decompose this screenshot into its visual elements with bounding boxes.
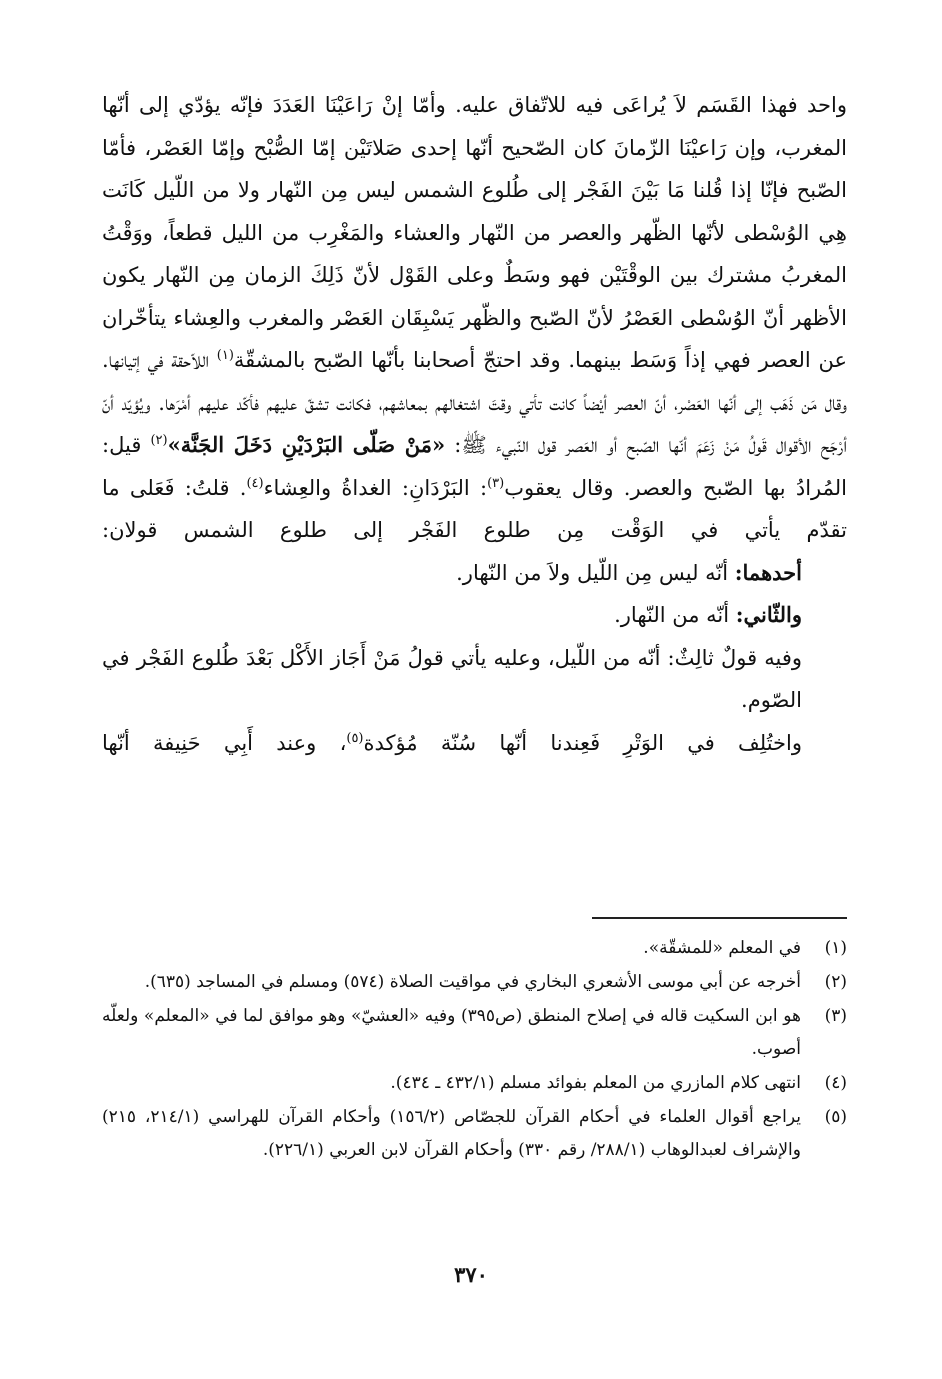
footnote-5 — [102, 1101, 847, 1167]
footnote-number: (٢) — [824, 972, 847, 992]
footnote-text: انتهى كلام المازري من المعلم بفوائد مسلم (٤٣٢/١ ـ ٤٣٤). — [390, 1073, 801, 1093]
footnote-number: (١) — [824, 938, 847, 958]
footnote-separator — [592, 917, 847, 919]
footnote-1 — [102, 932, 847, 965]
paragraph-1-part-a: واحد فهذا القَسَم لاَ يُراعَى فيه للاتّفاق عليه. وأمّا إنْ رَاعَيْنَا العَدَدَ فإنّه يؤدّي إلى أنّها المغرب، وإن رَاعيْنَا الزّمانَ كان الصّحيح أنّها إحدى صَلاتَيْن إمّا الصُّبْح وإمّا العَصْر، فأمّا الصّبح فإنّا إذا قُلنا مَا بَيْنَ الفَجْر إلى طُلوع الشمس ليس مِن النّهار ولا من اللّيل كَانَت هِي الوُسْطى لأنّها الظّهر والعصر من النّهار والعشاء والمَغْرِب من الليل قطعاً، ووَقْتُ المغربُ مشترك بين الوقْتَيْن فهو وسَطٌ وعلى القَوْل لأنّ ذَلِكَ الزمان مِن النّهار يكون الأظهر أنّ الوُسْطى العَصْرُ لأنّ الصّبح والظّهر يَسْبِقَان العَصْر والمغرب والعِشاء يتأخّران عن العصر فهي إذاً وَسَط بينهما. وقد احتجّ أصحابنا بأنّها الصّبح بالمشقّة — [102, 93, 847, 372]
footnote-2 — [102, 966, 847, 999]
paragraph-1-part-e: . قلتُ: فَعَلى ما تقدّم يأتي في الوَقْت مِن طلوع الفَجْر إلى طلوع الشمس قولان: — [102, 475, 847, 542]
paragraph-4 — [102, 722, 847, 765]
paragraph-4-part-a: واختُلِف في الوَتْرِ فَعِندنا أنّها سُنّة مُؤكدة — [363, 730, 802, 755]
hadith-quote: «مَنْ صَلّى البَرْدَيْنِ دَخَلَ الجَنَّة» — [167, 432, 446, 457]
opinion-two-label: والثّاني: — [735, 602, 802, 627]
footnote-text: في المعلم «للمشقّة». — [643, 938, 801, 958]
paragraph-1-part-b: اللاّحقة في إتيانها. وقال مَن ذَهَب إلى أنّها العَصْر، أنّ العصر أيْضاً كانت تأتي وقتَ اشتغالهم بمعاشهم، فكانت تشقّ عليهم فأكّد عليهم أمْرَها. ويُؤيّد أنّ أرْجَح الأقوال قَولُ مَنْ زَعَمَ أنّها الصّبح أو العَصر قول النّبيء ﷺ: — [102, 348, 847, 457]
footnote-3 — [102, 1000, 847, 1066]
footnote-number: (٥) — [824, 1107, 847, 1127]
opinion-one — [102, 552, 847, 595]
page-number: ٣٧٠ — [454, 1262, 488, 1287]
opinion-two — [102, 594, 847, 637]
footnote-number: (٤) — [824, 1073, 847, 1093]
footnote-number: (٣) — [824, 1006, 847, 1026]
opinion-one-label: أحدهما: — [734, 559, 802, 585]
footnote-ref-5: (٥) — [346, 730, 364, 746]
footnote-text: أخرجه عن أبي موسى الأشعري البخاري في مواقيت الصلاة (٥٧٤) ومسلم في المساجد (٦٣٥). — [144, 972, 801, 992]
footnote-4 — [102, 1067, 847, 1100]
footnote-ref-1: (١) — [216, 348, 234, 363]
footnote-ref-2: (٢) — [150, 433, 168, 448]
paragraph-3: وفيه قولٌ ثالِثٌ: أنّه من اللّيل، وعليه يأتي قولُ مَنْ أَجَاز الأَكْل بَعْدَ طُلوع الفَجْر في الصّوم. — [102, 645, 802, 712]
paragraph-1-part-c: قيل: المُرادُ بها الصّبح والعصر. وقال يعقوب — [102, 433, 847, 500]
main-text — [102, 84, 847, 764]
paragraph-4-part-b: ، وعند أَبِي حَنِيفة أنّها — [102, 730, 347, 755]
opinion-two-text: أنّه من النّهار. — [614, 603, 736, 627]
footnote-ref-4: (٤) — [246, 475, 264, 491]
footnote-text: يراجع أقوال العلماء في أحكام القرآن للجصّاص (١٥٦/٢) وأحكام القرآن للهراسي (٢١٤/١، ٢١٥) والإشراف لعبدالوهاب (٢٨٨/١/ رقم ٣٣٠) وأحكام القرآن لابن العربي (٢٢٦/١). — [102, 1107, 801, 1160]
footnote-text: هو ابن السكيت قاله في إصلاح المنطق (ص٣٩٥) وفيه «العشيّ» وهو موافق لما في «المعلم» ولعلّه أصوب. — [102, 1006, 801, 1059]
footnote-ref-3: (٣) — [487, 475, 505, 491]
paragraph-1 — [102, 84, 847, 552]
footnotes — [102, 932, 847, 1168]
paragraph-1-part-d: : البَرْدَانِ: الغداةُ والعِشاء — [263, 475, 488, 500]
opinion-one-text: أنّه ليس مِن اللّيل ولاَ من النّهار. — [456, 560, 735, 585]
